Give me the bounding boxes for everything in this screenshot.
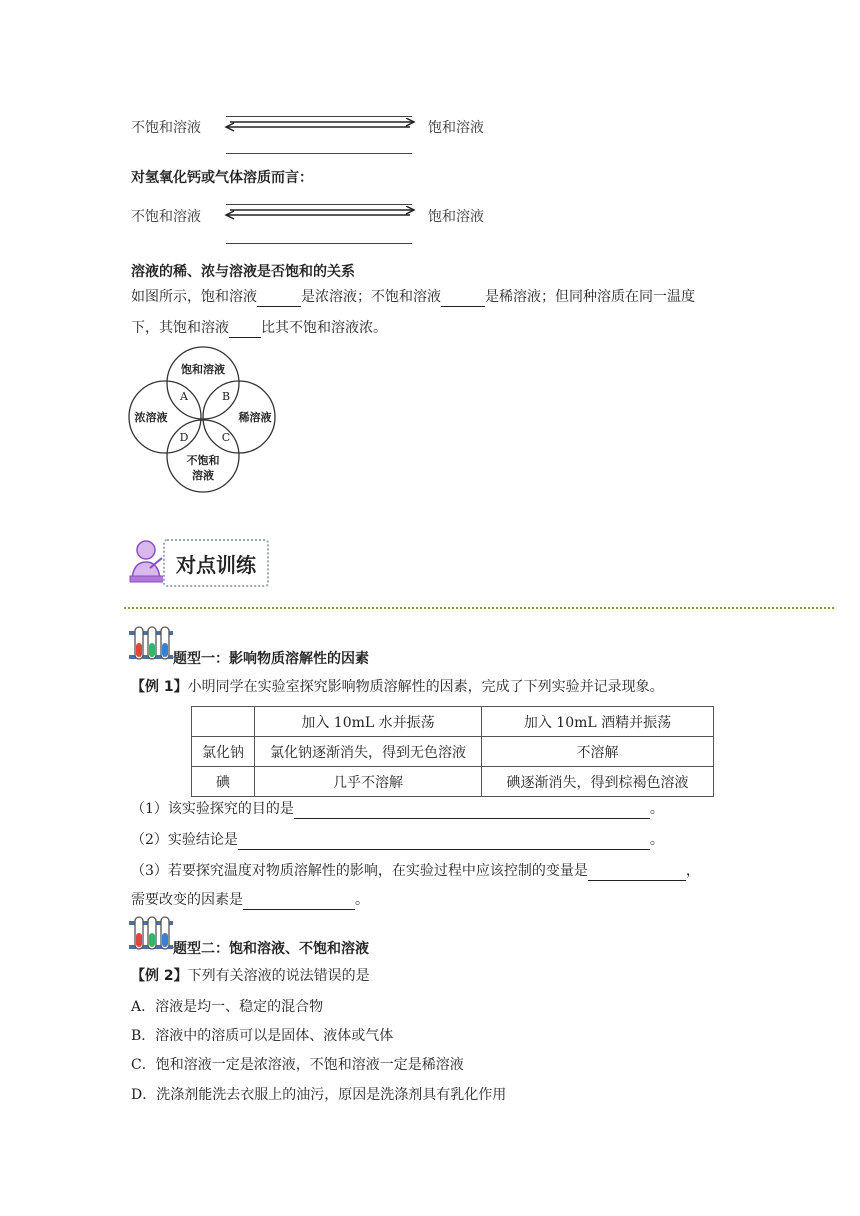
venn-region-b: B: [221, 390, 231, 403]
venn-diagram: [128, 346, 278, 496]
condition-line-top-1: [226, 116, 412, 117]
relation-paragraph: 如图所示，饱和溶液 是浓溶液；不饱和溶液 是稀溶液；但同种溶质在同一温度: [131, 289, 695, 305]
option-b[interactable]: B．溶液中的溶质可以是固体、液体或气体: [131, 1028, 394, 1044]
table-header-cell: 加入 10mL 酒精并振荡: [482, 707, 714, 737]
condition-line-top-2: [226, 204, 412, 205]
double-arrow-2: [222, 206, 418, 220]
unsaturated-label-2: 不饱和溶液: [131, 209, 201, 225]
heading-relation: 溶液的稀、浓与溶液是否饱和的关系: [131, 264, 355, 280]
section-title: 对点训练: [163, 539, 269, 587]
venn-label-bottom-1: 不饱和: [186, 454, 220, 467]
table-cell: 碘: [192, 767, 255, 797]
question-2: （2）实验结论是 。: [131, 832, 664, 848]
venn-label-top: 饱和溶液: [181, 363, 225, 376]
answer-blank[interactable]: [238, 835, 650, 850]
venn-label-bottom-2: 溶液: [192, 469, 214, 482]
answer-blank[interactable]: [294, 804, 650, 819]
unsaturated-label-1: 不饱和溶液: [131, 120, 201, 136]
table-header-row: [192, 707, 714, 737]
double-arrow-1: [222, 118, 418, 132]
table-cell: 不溶解: [482, 737, 714, 767]
answer-blank[interactable]: [243, 895, 355, 910]
answer-blank[interactable]: [441, 292, 485, 307]
saturated-label-2: 饱和溶液: [428, 209, 484, 225]
answer-blank[interactable]: [588, 866, 686, 881]
option-d[interactable]: D．洗涤剂能洗去衣服上的油污，原因是洗涤剂具有乳化作用: [131, 1087, 507, 1103]
example1-stem: 【例 1】小明同学在实验室探究影响物质溶解性的因素，完成了下列实验并记录现象。: [131, 679, 664, 695]
table-cell: 氯化钠逐渐消失，得到无色溶液: [255, 737, 482, 767]
section-divider: [124, 607, 834, 609]
table-cell: 碘逐渐消失，得到棕褐色溶液: [482, 767, 714, 797]
venn-region-a: A: [180, 390, 188, 403]
question-1: （1）该实验探究的目的是 。: [131, 801, 664, 817]
type2-heading: 题型二：饱和溶液、不饱和溶液: [173, 941, 369, 957]
test-tubes-icon: [129, 915, 175, 953]
saturated-label-1: 饱和溶液: [428, 120, 484, 136]
experiment-table: [191, 706, 714, 797]
table-cell: 几乎不溶解: [255, 767, 482, 797]
question-3: （3）若要探究温度对物质溶解性的影响，在实验过程中应该控制的变量是 ，: [131, 863, 700, 879]
condition-line-bottom-1: [226, 153, 412, 154]
table-row: [192, 737, 714, 767]
venn-label-left: 浓溶液: [134, 411, 168, 424]
table-row: [192, 767, 714, 797]
type1-heading: 题型一：影响物质溶解性的因素: [173, 651, 369, 667]
relation-paragraph-line2: 下，其饱和溶液 比其不饱和溶液浓。: [131, 320, 387, 336]
option-a[interactable]: A．溶液是均一、稳定的混合物: [131, 999, 324, 1015]
venn-label-right: 稀溶液: [238, 411, 272, 424]
teacher-icon: [128, 538, 166, 584]
example2-stem: 【例 2】下列有关溶液的说法错误的是: [131, 968, 370, 984]
option-c[interactable]: C．饱和溶液一定是浓溶液，不饱和溶液一定是稀溶液: [131, 1057, 464, 1073]
condition-line-bottom-2: [226, 243, 412, 244]
heading-caoh: 对氢氧化钙或气体溶质而言：: [131, 170, 313, 186]
table-header-cell: [192, 707, 255, 737]
question-3-cont: 需要改变的因素是 。: [131, 892, 369, 908]
answer-blank[interactable]: [229, 323, 261, 338]
venn-region-d: D: [179, 431, 189, 444]
answer-blank[interactable]: [257, 292, 301, 307]
table-cell: 氯化钠: [192, 737, 255, 767]
table-header-cell: 加入 10mL 水并振荡: [255, 707, 482, 737]
test-tubes-icon: [129, 625, 175, 663]
venn-region-c: C: [221, 431, 231, 444]
